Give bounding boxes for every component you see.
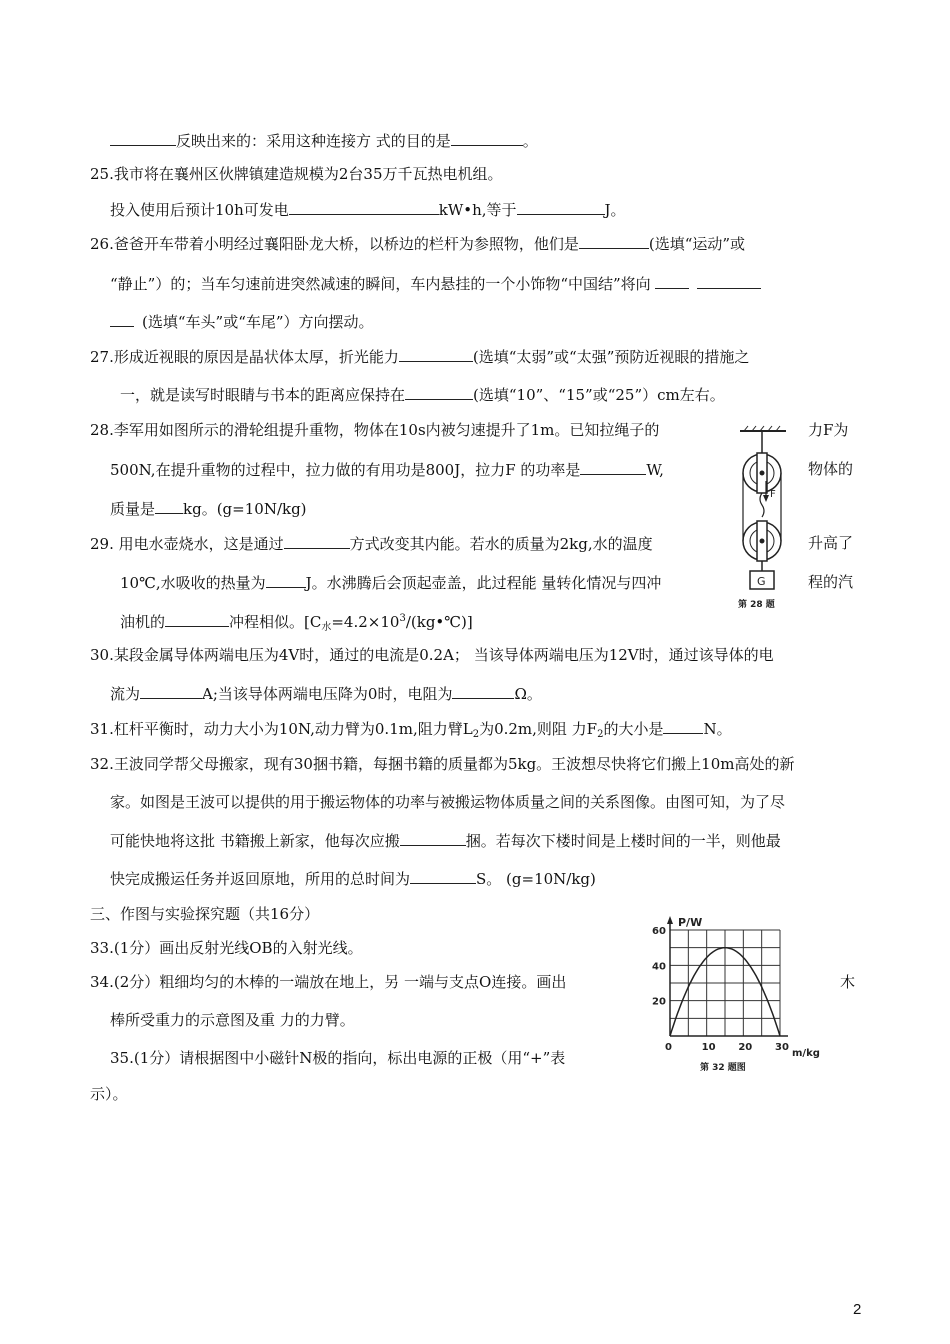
weight-label: G xyxy=(757,575,766,588)
y-tick-label: 60 xyxy=(652,926,666,937)
q34-line1-right: 木 xyxy=(840,973,856,991)
q28-line2-right: 物体的 xyxy=(808,460,854,478)
power-mass-chart xyxy=(640,908,840,1078)
answer-blank xyxy=(579,233,649,249)
answer-blank xyxy=(655,273,689,289)
q25-line1: 25.我市将在襄州区伙牌镇建造规模为2台35万千瓦热电机组。 xyxy=(90,165,503,183)
q24-tail-line: 反映出来的：采用这种连接方 式的目的是 。 xyxy=(110,130,538,151)
q29-line2: 10℃,水吸收的热量为 J。水沸腾后会顶起壶盖，此过程能 量转化情况与四冲 xyxy=(120,574,662,592)
x-axis-label: m/kg xyxy=(792,1048,820,1059)
q29-line1: 29. 用电水壶烧水，这是通过 方式改变其内能。若水的质量为2kg,水的温度 xyxy=(90,535,653,553)
force-label: F xyxy=(770,489,776,500)
answer-blank xyxy=(405,384,473,400)
x-tick-label: 0 xyxy=(665,1042,672,1053)
section-heading: 三、作图与实验探究题（共16分） xyxy=(90,905,320,923)
q29-line3: 油机的 冲程相似。$[C_水=4.2\times 10^3/(kg•℃)]$ xyxy=(120,613,473,633)
q32-line4: 快完成搬运任务并返回原地，所用的总时间为 S。 (g=10N/kg) xyxy=(110,870,596,888)
q35-line1: 35.(1分）请根据图中小磁针N极的指向，标出电源的正极（用“+”表 xyxy=(110,1049,566,1067)
q26-line1: 26.爸爸开车带着小明经过襄阳卧龙大桥，以桥边的栏杆为参照物，他们是 (选填“运动”或 xyxy=(90,235,746,253)
answer-blank xyxy=(517,199,605,215)
pulley-figure xyxy=(730,425,796,615)
answer-blank xyxy=(165,611,229,627)
q29-line1-right: 升高了 xyxy=(808,534,854,552)
y-tick-label: 40 xyxy=(652,961,666,973)
answer-blank xyxy=(663,718,703,734)
answer-blank xyxy=(155,498,183,514)
answer-blank xyxy=(399,346,473,362)
y-axis-label: P/W xyxy=(678,916,703,929)
x-tick-label: 10 xyxy=(701,1042,716,1053)
q32-line2: 家。如图是王波可以提供的用于搬运物体的功率与被搬运物体质量之间的关系图像。由图可知，为了尽 xyxy=(110,793,786,811)
chart-grid xyxy=(670,930,780,1036)
q31-line: 31.杠杆平衡时，动力大小为10N,动力臂为0.1m,阻力臂$L_2$为0.2m,则阻 力$F_2$的大小是 N。 xyxy=(90,720,732,740)
x-tick-label: 20 xyxy=(738,1042,753,1053)
answer-blank xyxy=(410,868,476,884)
answer-blank xyxy=(284,533,350,549)
q32-line1: 32.王波同学帮父母搬家，现有30捆书籍，每捆书籍的质量都为5kg。王波想尽快将它们搬上10m高处的新 xyxy=(90,755,795,773)
answer-blank xyxy=(289,199,439,215)
answer-blank xyxy=(580,459,646,475)
fixed-pulley xyxy=(743,453,781,493)
q34-line2: 棒所受重力的示意图及重 力的力臂。 xyxy=(110,1011,355,1029)
answer-blank xyxy=(452,683,514,699)
q26-line3: (选填“车头”或“车尾”）方向摆动。 xyxy=(110,311,374,332)
q33-line: 33.(1分）画出反射光线OB的入射光线。 xyxy=(90,939,363,957)
y-axis-arrow-icon xyxy=(667,916,673,924)
q25-line2: 投入使用后预计10h可发电 kW•h,等于 J。 xyxy=(110,201,626,219)
answer-blank xyxy=(110,311,134,327)
answer-blank xyxy=(266,572,306,588)
q26-line2: “静止”）的；当车匀速前进突然减速的瞬间，车内悬挂的一个小饰物“中国结”将向 xyxy=(110,273,761,294)
answer-blank xyxy=(400,830,466,846)
q30-line1: 30.某段金属导体两端电压为4V时，通过的电流是0.2A； 当该导体两端电压为12V时，通过该导体的电 xyxy=(90,646,774,664)
q27-line2: 一，就是读写时眼睛与书本的距离应保持在 (选填“10”、“15”或“25”）cm左右。 xyxy=(120,386,725,404)
q28-line1: 28.李军用如图所示的滑轮组提升重物，物体在10s内被匀速提升了1m。已知拉绳子的 xyxy=(90,421,660,439)
q34-line1: 34.(2分）粗细均匀的木棒的一端放在地上，另 一端与支点O连接。画出 xyxy=(90,973,567,991)
q35-line2: 示）。 xyxy=(90,1085,128,1103)
q29-line2-right: 程的汽 xyxy=(808,573,854,591)
q32-line3: 可能快地将这批 书籍搬上新家，他每次应搬 捆。若每次下楼时间是上楼时间的一半，则他最 xyxy=(110,832,781,850)
q28-line3: 质量是 kg。(g=10N/kg) xyxy=(110,500,307,518)
q28-line2: 500N,在提升重物的过程中，拉力做的有用功是800J，拉力F 的功率是 W, xyxy=(110,461,664,479)
answer-blank xyxy=(451,130,523,146)
chart-tick-labels xyxy=(652,926,789,1053)
ceiling-support xyxy=(740,426,786,453)
answer-blank xyxy=(697,273,761,289)
q27-line1: 27.形成近视眼的原因是晶状体太厚，折光能力 (选填“太弱”或“太强”预防近视眼的措施之 xyxy=(90,348,750,366)
page-number: 2 xyxy=(853,1301,862,1318)
answer-blank xyxy=(140,683,202,699)
movable-pulley xyxy=(743,521,781,571)
q24-text: 反映出来的：采用这种连接方 式的目的是 xyxy=(176,132,451,150)
chart-caption: 第 32 题图 xyxy=(700,1063,746,1073)
y-tick-label: 20 xyxy=(652,996,666,1008)
x-tick-label: 30 xyxy=(775,1042,789,1053)
q28-line1-right: 力F为 xyxy=(808,421,849,439)
q30-line2: 流为 A;当该导体两端电压降为0时，电阻为 Ω。 xyxy=(110,685,542,703)
figure-caption: 第 28 题 xyxy=(738,600,775,610)
answer-blank xyxy=(110,130,176,146)
